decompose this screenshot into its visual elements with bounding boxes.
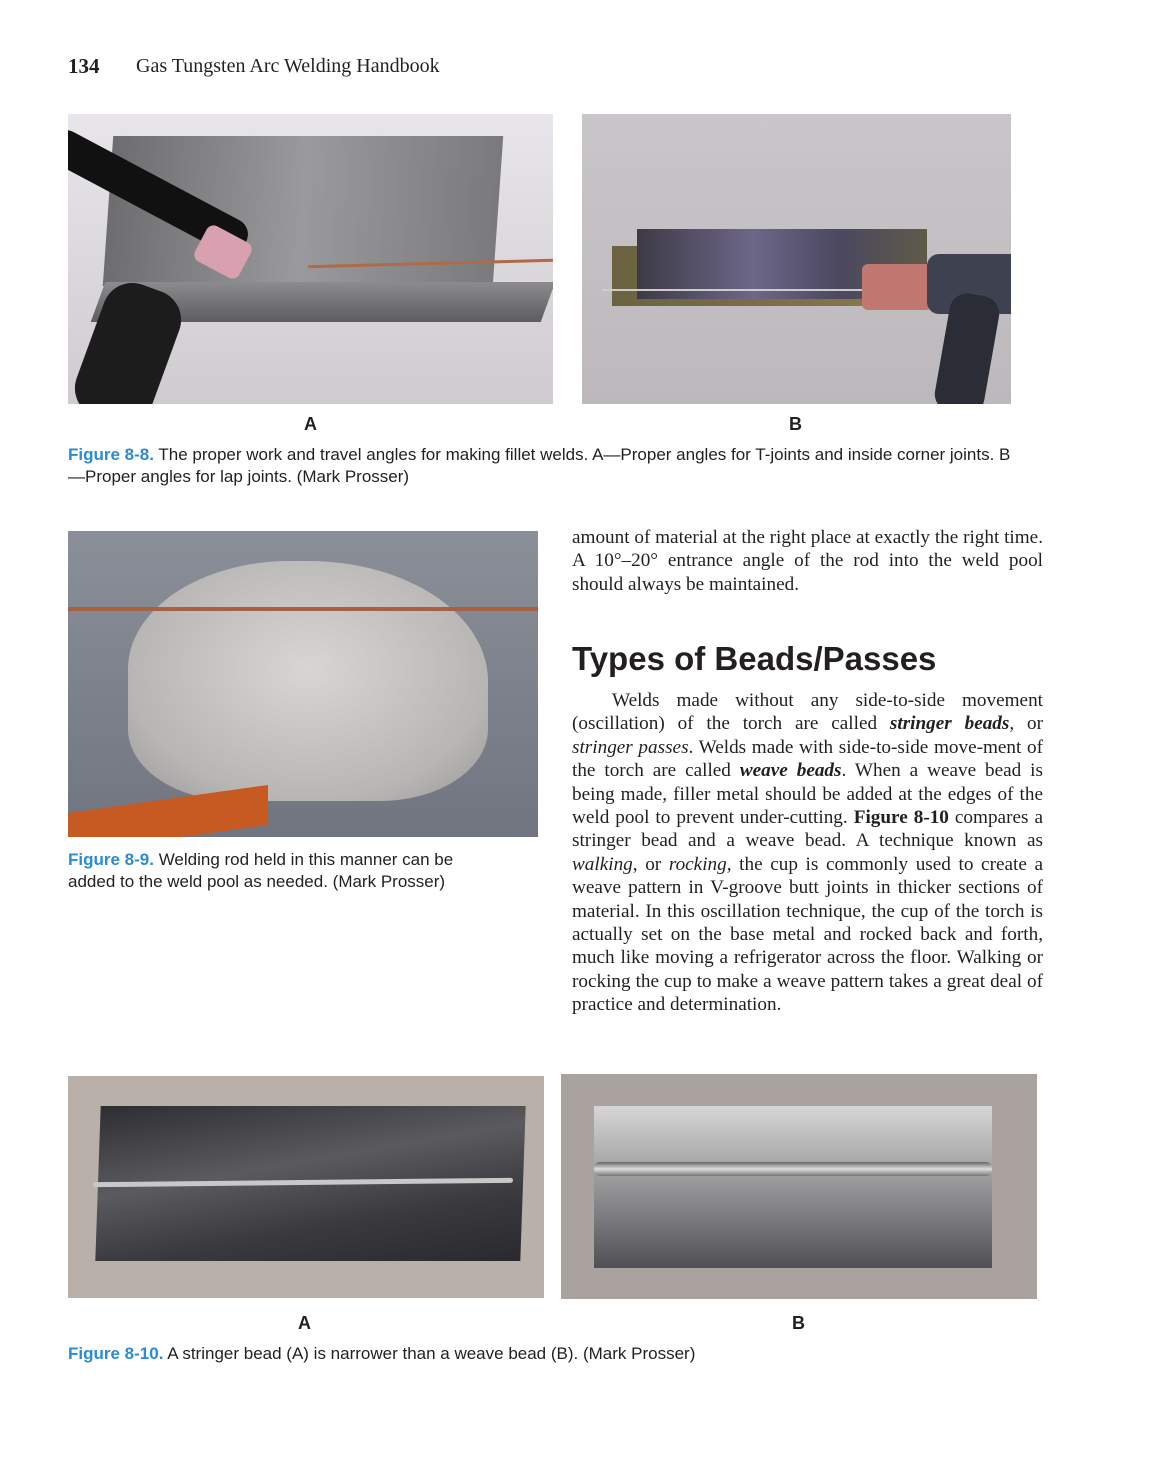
figure-8-10-label-a: A bbox=[298, 1313, 311, 1333]
photo-gloved-hand-rod bbox=[68, 531, 538, 837]
figure-number: Figure 8-8. bbox=[68, 445, 154, 464]
caption-text: Welding rod held in this manner can be added to the weld pool as needed. (Mark Prosser) bbox=[68, 850, 454, 891]
term-weave-beads: weave beads bbox=[739, 760, 842, 782]
figure-8-8-label-a: A bbox=[304, 414, 317, 434]
figure-8-8-caption bbox=[68, 444, 1018, 488]
term-walking: walking bbox=[572, 853, 633, 875]
text: . When a weave bead is being made, filler metal should be added at the edges of the weld pool to prevent under-cutting. bbox=[572, 760, 1043, 829]
caption-text: A stringer bead (A) is narrower than a weave bead (B). (Mark Prosser) bbox=[163, 1344, 696, 1363]
figure-number: Figure 8-10. bbox=[68, 1344, 164, 1363]
caption-text: The proper work and travel angles for making fillet welds. A—Proper angles for T-joints and inside corner joints. B—Proper angles for lap joints. (Mark Prosser) bbox=[68, 445, 1011, 486]
figure-8-10-caption bbox=[68, 1343, 1018, 1365]
text: Welds made without any side-to-side movement (oscillation) of the torch are called bbox=[572, 690, 1043, 735]
text: , or bbox=[1009, 713, 1044, 735]
figure-8-9-caption bbox=[68, 849, 498, 893]
photo-stringer-bead bbox=[68, 1076, 544, 1298]
term-stringer-passes: stringer passes bbox=[572, 736, 689, 758]
figure-reference: Figure 8-10 bbox=[853, 807, 949, 829]
text: compares a stringer bead and a weave bead. A technique known as bbox=[572, 807, 1043, 852]
body-paragraph-intro: amount of material at the right place at exactly the right time. A 10°–20° entrance angle of the rod into the weld pool should always be maintained. bbox=[572, 527, 1043, 595]
figure-number: Figure 8-9. bbox=[68, 850, 154, 869]
text: . Welds made with side-to-side move-ment of the torch are called bbox=[572, 736, 1044, 782]
figure-8-10-label-b: B bbox=[792, 1313, 805, 1333]
page-number: 134 bbox=[68, 54, 100, 78]
section-heading: Types of Beads/Passes bbox=[572, 640, 937, 677]
text: , the cup is commonly used to create a weave pattern in V-groove butt joints in thicker sections of material. In this oscillation technique, the cup of the torch is actually set on the base metal and rocked back and forth, much like moving a refrigerator across the floor. Walking or rocking the cup to make a weave pattern takes a great deal of practice and determination. bbox=[572, 853, 1043, 1016]
photo-fillet-lap bbox=[582, 114, 1011, 404]
text: , or bbox=[632, 853, 669, 875]
photo-fillet-tjoint bbox=[68, 114, 553, 404]
running-header: Gas Tungsten Arc Welding Handbook bbox=[136, 55, 440, 77]
photo-weave-bead bbox=[561, 1074, 1037, 1299]
term-stringer-beads: stringer beads bbox=[889, 713, 1010, 735]
body-paragraph-beads bbox=[572, 689, 1043, 1017]
term-rocking: rocking bbox=[668, 853, 727, 875]
figure-8-8-label-b: B bbox=[789, 414, 802, 434]
